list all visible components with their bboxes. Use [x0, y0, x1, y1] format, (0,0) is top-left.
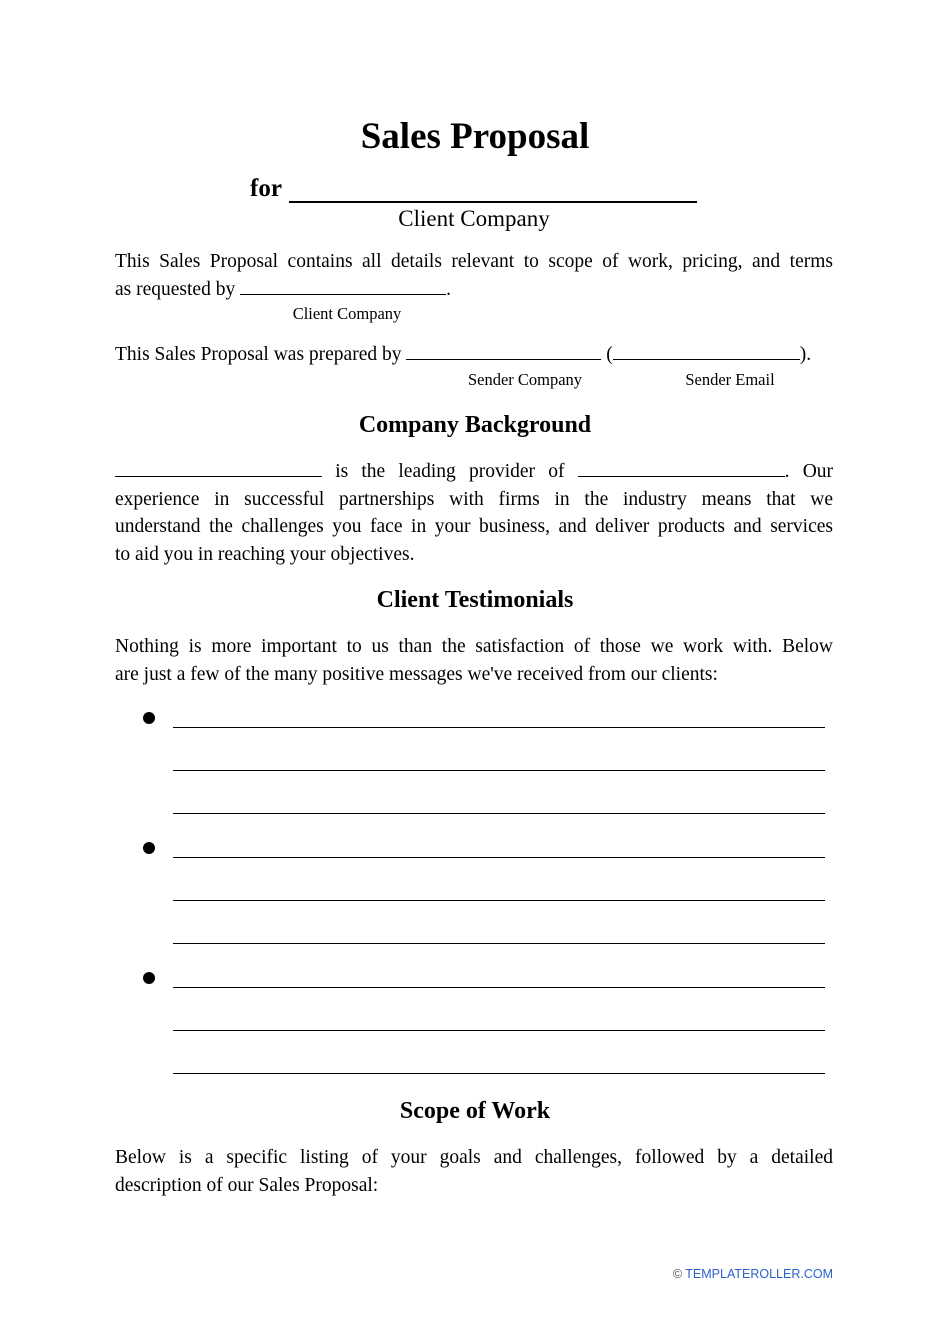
scope-line-1: Below is a specific listing of your goals and challenges, followed by a detailed — [115, 1147, 833, 1168]
templateroller-link[interactable]: TEMPLATEROLLER.COM — [685, 1267, 833, 1281]
testimonials-paragraph — [115, 633, 833, 688]
testimonial-3-line-1[interactable] — [173, 987, 825, 988]
prepared-by-line — [115, 341, 833, 369]
testimonial-3-line-3[interactable] — [173, 1073, 825, 1074]
background-line-1: is the leading provider of . Our — [115, 458, 833, 486]
bullet-icon — [143, 712, 155, 724]
scope-of-work-heading: Scope of Work — [399, 1098, 551, 1124]
caption-sender-company: Sender Company — [467, 370, 583, 389]
background-line-4: to aid you in reaching your objectives. — [115, 543, 415, 565]
scope-line-2: description of our Sales Proposal: — [115, 1174, 379, 1196]
close-paren: ). — [799, 344, 812, 365]
intro-line-2 — [115, 276, 833, 304]
for-label: for — [250, 175, 282, 202]
testimonial-3-line-2[interactable] — [173, 1030, 825, 1031]
testimonial-1-line-2[interactable] — [173, 770, 825, 771]
testimonial-2-line-3[interactable] — [173, 943, 825, 944]
intro-period: . — [446, 278, 451, 300]
bullet-icon — [143, 972, 155, 984]
document-title: Sales Proposal — [360, 116, 590, 157]
testimonials-line-1: Nothing is more important to us than the satisfaction of those we work with. Below — [115, 636, 833, 657]
company-background-heading: Company Background — [358, 412, 592, 438]
client-testimonials-heading: Client Testimonials — [376, 587, 574, 613]
company-name-blank[interactable] — [115, 458, 322, 477]
testimonials-line-2: are just a few of the many positive messages we've received from our clients: — [115, 663, 718, 685]
testimonial-1-line-1[interactable] — [173, 727, 825, 728]
provider-of-blank[interactable] — [578, 458, 785, 477]
sender-company-blank[interactable] — [406, 341, 601, 360]
intro-paragraph — [115, 248, 833, 303]
open-paren: ( — [606, 344, 613, 365]
caption-client-company: Client Company — [292, 304, 402, 323]
copyright-symbol: © — [672, 1267, 683, 1281]
company-background-paragraph — [115, 458, 833, 568]
intro-requested-by: as requested by — [115, 278, 236, 300]
client-company-caption: Client Company — [398, 206, 550, 231]
testimonial-2-line-2[interactable] — [173, 900, 825, 901]
background-line-3: understand the challenges you face in your business, and deliver products and services — [115, 516, 833, 537]
intro-line-1: This Sales Proposal contains all details relevant to scope of work, pricing, and terms — [115, 251, 833, 272]
footer-credit — [673, 1265, 833, 1283]
caption-sender-email: Sender Email — [685, 370, 775, 389]
testimonial-2-line-1[interactable] — [173, 857, 825, 858]
testimonial-1-line-3[interactable] — [173, 813, 825, 814]
background-line-2: experience in successful partnerships with firms in the industry means that we — [115, 488, 833, 510]
scope-paragraph — [115, 1144, 833, 1199]
bullet-icon — [143, 842, 155, 854]
sender-email-blank[interactable] — [613, 341, 800, 360]
requested-by-blank[interactable] — [240, 276, 446, 295]
prepared-by-text: This Sales Proposal was prepared by — [115, 344, 402, 365]
